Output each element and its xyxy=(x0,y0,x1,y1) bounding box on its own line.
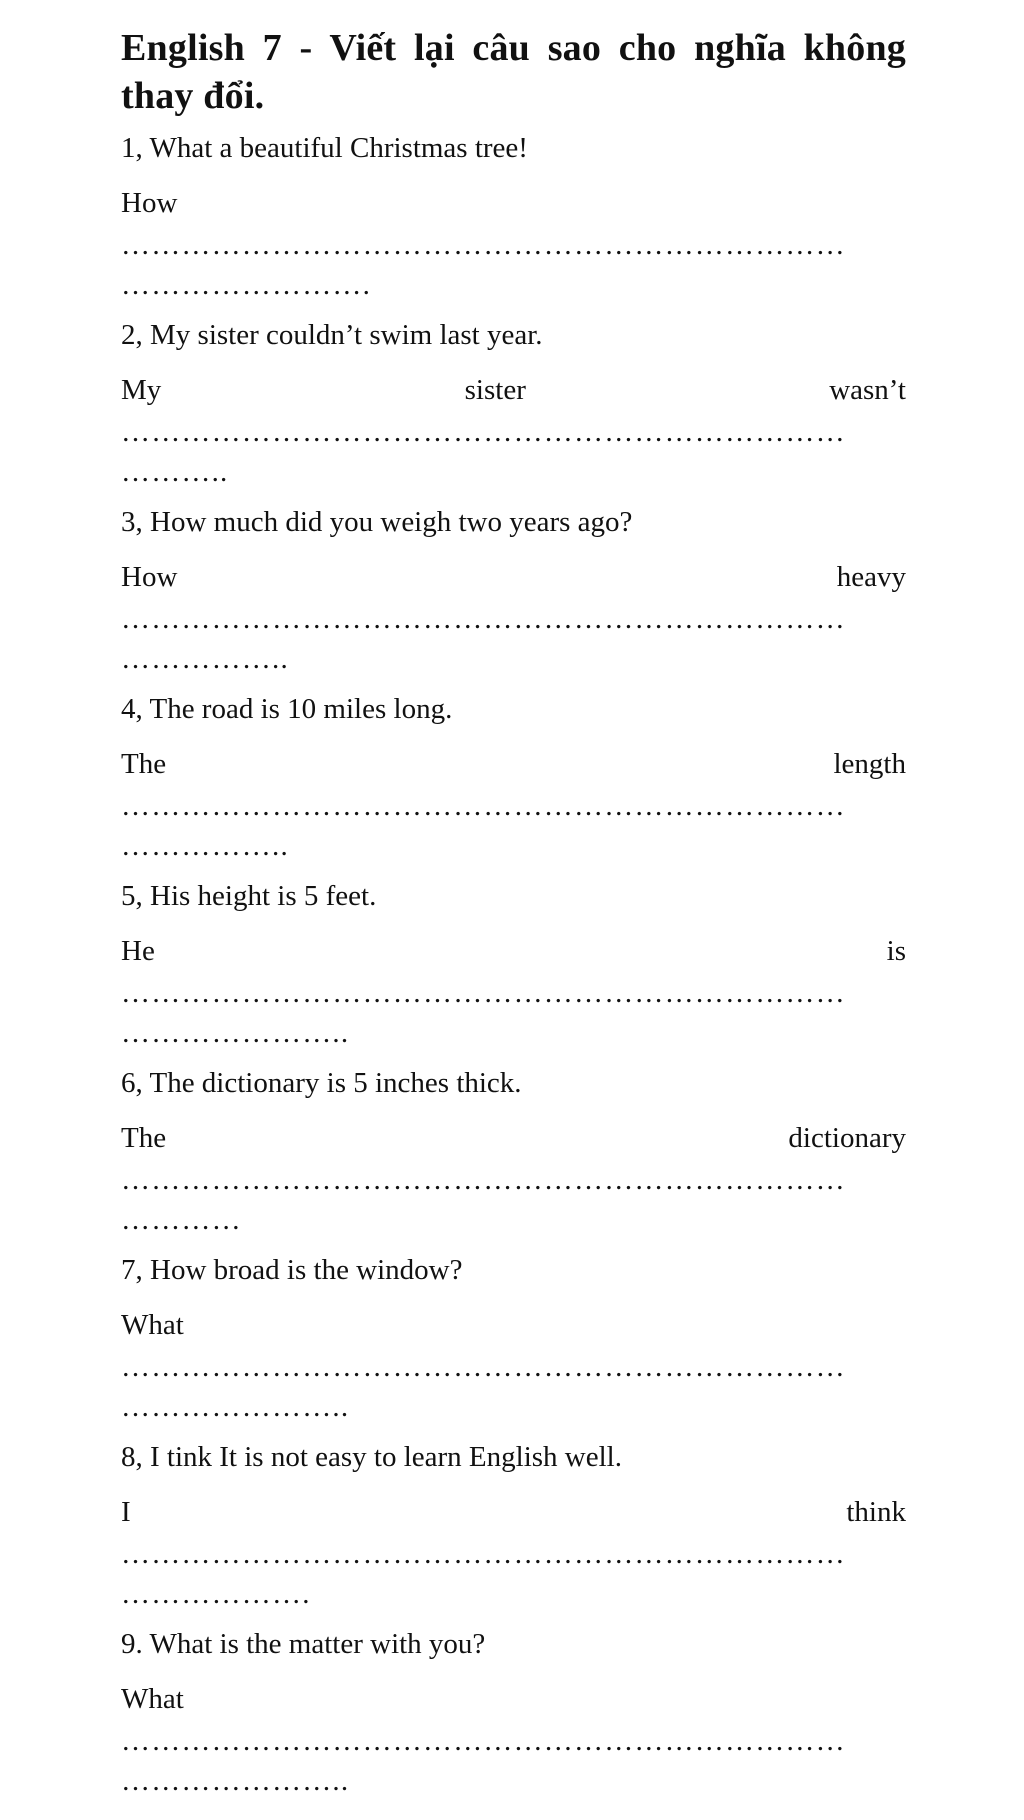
answer-blank-line[interactable]: ……………………………………………………………… xyxy=(121,1538,846,1570)
rewrite-prompt xyxy=(121,1120,906,1156)
prompt-word: I xyxy=(121,1496,131,1528)
prompt-word: length xyxy=(833,748,906,780)
rewrite-prompt xyxy=(121,559,906,595)
prompt-word: think xyxy=(846,1496,906,1528)
answer-blank-line[interactable]: ……………………………………………………………… xyxy=(121,416,846,448)
prompt-word: sister xyxy=(464,374,526,406)
prompt-word: He xyxy=(121,935,155,967)
answer-blank-line-continued[interactable]: ………… xyxy=(121,1204,242,1236)
question-item xyxy=(121,1626,906,1799)
question-text: 4, The road is 10 miles long. xyxy=(121,693,453,725)
question-item xyxy=(121,130,906,303)
question-item xyxy=(121,691,906,864)
rewrite-prompt xyxy=(121,1681,906,1717)
prompt-word: How xyxy=(121,187,178,219)
rewrite-prompt xyxy=(121,1307,906,1343)
prompt-word: is xyxy=(886,935,906,967)
answer-blank-line-continued[interactable]: …………….. xyxy=(121,643,289,675)
prompt-word: My xyxy=(121,374,162,406)
question-text: 1, What a beautiful Christmas tree! xyxy=(121,132,528,164)
answer-blank-line[interactable]: ……………………………………………………………… xyxy=(121,790,846,822)
question-text: 3, How much did you weigh two years ago? xyxy=(121,506,633,538)
prompt-word: What xyxy=(121,1683,184,1715)
question-text: 2, My sister couldn’t swim last year. xyxy=(121,319,543,351)
answer-blank-line[interactable]: ……………………………………………………………… xyxy=(121,229,846,261)
answer-blank-line[interactable]: ……………………………………………………………… xyxy=(121,1725,846,1757)
answer-blank-line-continued[interactable]: ……………………. xyxy=(121,269,372,301)
answer-blank-line[interactable]: ……………………………………………………………… xyxy=(121,977,846,1009)
answer-blank-line[interactable]: ……………………………………………………………… xyxy=(121,1351,846,1383)
answer-blank-line-continued[interactable]: ………………….. xyxy=(121,1017,350,1049)
answer-blank-line-continued[interactable]: ………………. xyxy=(121,1578,311,1610)
answer-blank-line-continued[interactable]: ……….. xyxy=(121,456,229,488)
prompt-word: dictionary xyxy=(788,1122,906,1154)
question-list xyxy=(121,130,906,1799)
worksheet-title: English 7 - Viết lại câu sao cho nghĩa không thay đổi. xyxy=(121,27,906,117)
rewrite-prompt xyxy=(121,1494,906,1530)
question-text: 7, How broad is the window? xyxy=(121,1254,463,1286)
answer-blank-line[interactable]: ……………………………………………………………… xyxy=(121,603,846,635)
prompt-word: How xyxy=(121,561,178,593)
question-text: 5, His height is 5 feet. xyxy=(121,880,377,912)
rewrite-prompt xyxy=(121,933,906,969)
rewrite-prompt xyxy=(121,185,906,221)
rewrite-prompt xyxy=(121,372,906,408)
rewrite-prompt xyxy=(121,746,906,782)
question-item xyxy=(121,317,906,490)
question-text: 9. What is the matter with you? xyxy=(121,1628,486,1660)
question-item xyxy=(121,504,906,677)
prompt-word: heavy xyxy=(836,561,906,593)
question-item xyxy=(121,1439,906,1612)
prompt-word: The xyxy=(121,748,167,780)
question-text: 8, I tink It is not easy to learn English well. xyxy=(121,1441,622,1473)
answer-blank-line-continued[interactable]: ………………….. xyxy=(121,1391,350,1423)
prompt-word: wasn’t xyxy=(829,374,906,406)
question-item xyxy=(121,878,906,1051)
prompt-word: What xyxy=(121,1309,184,1341)
answer-blank-line-continued[interactable]: …………….. xyxy=(121,830,289,862)
worksheet xyxy=(121,24,906,1813)
question-text: 6, The dictionary is 5 inches thick. xyxy=(121,1067,522,1099)
question-item xyxy=(121,1252,906,1425)
question-item xyxy=(121,1065,906,1238)
answer-blank-line[interactable]: ……………………………………………………………… xyxy=(121,1164,846,1196)
prompt-word: The xyxy=(121,1122,167,1154)
answer-blank-line-continued[interactable]: ………………….. xyxy=(121,1765,350,1797)
